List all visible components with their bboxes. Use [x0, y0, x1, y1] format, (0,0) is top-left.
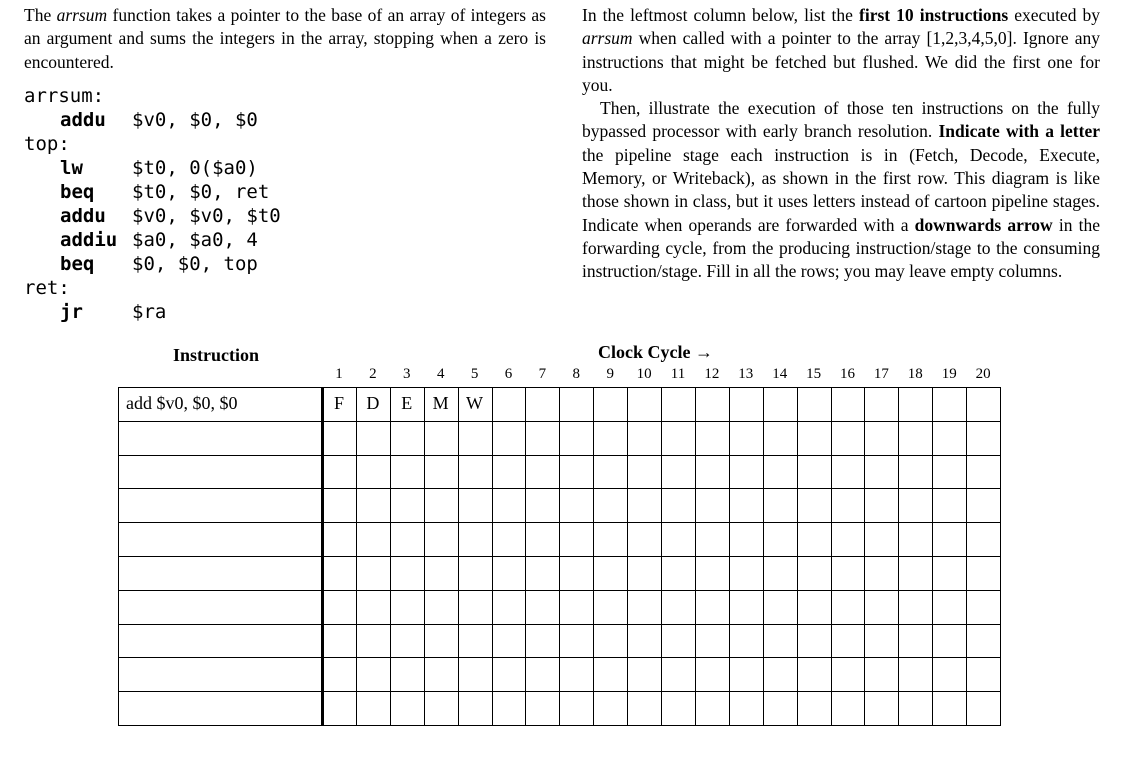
cycle-number: 9	[606, 366, 614, 382]
label-text: arrsum:	[24, 85, 105, 107]
operands: $0, $0, top	[132, 253, 258, 275]
column-divider	[695, 387, 696, 726]
cycle-number: 19	[941, 366, 957, 382]
cycle-number: 4	[436, 366, 445, 382]
opcode: addu	[60, 205, 106, 227]
stage-cell[interactable]: E	[401, 393, 413, 413]
cycle-number: 1	[335, 366, 343, 382]
instructions-p1	[582, 4, 1100, 97]
instructions-paragraph	[582, 4, 1100, 284]
cycle-number: 11	[670, 366, 686, 382]
label-text: top:	[24, 133, 70, 155]
opcode: lw	[60, 157, 83, 179]
column-divider	[492, 387, 493, 726]
opcode: beq	[60, 181, 95, 203]
clock-cycle-header: Clock Cycle →	[598, 342, 713, 362]
column-divider	[864, 387, 865, 726]
column-divider	[797, 387, 798, 726]
p1-text-c: when called with a pointer to the array [1,2,3,4,5,0]. Ignore any instructions that might be fetched but flushed. We did the first one for you.	[582, 28, 1100, 95]
opcode: addiu	[60, 229, 118, 251]
column-divider	[1000, 387, 1001, 726]
cycle-number: 12	[704, 366, 720, 382]
p2-text-b: the pipeline stage each instruction is in (Fetch, Decode, Execute, Memory, or Writeback), as shown in the first row. This diagram is like those shown in class, but it uses letters instead of cartoon pipeline stages. Indicate when operands are forwarded with a	[582, 144, 1100, 235]
stage-cell[interactable]: M	[432, 393, 449, 413]
operands: $t0, $0, ret	[132, 181, 270, 203]
p1-text-b: executed by	[1008, 5, 1101, 25]
column-divider	[898, 387, 899, 726]
operands: $t0, 0($a0)	[132, 157, 258, 179]
column-divider	[525, 387, 526, 726]
cycle-number: 16	[840, 366, 855, 382]
cycle-number: 17	[873, 366, 889, 382]
stage-cell[interactable]: F	[333, 393, 344, 413]
instruction-column-header: Instruction	[173, 345, 260, 365]
column-divider	[390, 387, 391, 726]
cycle-number: 2	[369, 366, 377, 382]
instruction-cell[interactable]: add $v0, $0, $0	[126, 393, 238, 413]
column-divider	[356, 387, 357, 726]
cycle-number: 8	[572, 366, 581, 382]
column-divider	[424, 387, 425, 726]
cycle-number: 5	[470, 366, 479, 382]
stage-cell[interactable]: D	[366, 393, 380, 413]
column-divider	[932, 387, 933, 726]
operands: $v0, $v0, $t0	[132, 205, 281, 227]
p1-function-name: arrsum	[582, 28, 633, 49]
opcode: beq	[60, 253, 95, 275]
cycle-number: 20	[975, 366, 991, 382]
instruction-column-divider	[321, 387, 324, 726]
operands: $v0, $0, $0	[132, 109, 258, 131]
opcode: addu	[60, 109, 106, 131]
p2-text-a: Then, illustrate the execution of those ten instructions on the fully bypassed processor with early branch resolution.	[582, 98, 1100, 142]
cycle-number: 3	[403, 366, 411, 382]
column-divider	[559, 387, 560, 726]
instructions-p2	[582, 97, 1100, 283]
column-divider	[661, 387, 662, 726]
column-divider	[763, 387, 764, 726]
p1-bold: first 10 instructions	[859, 5, 1009, 25]
column-divider	[458, 387, 459, 726]
stage-cell[interactable]: W	[466, 393, 484, 413]
column-divider	[966, 387, 967, 726]
cycle-number: 6	[504, 366, 513, 382]
intro-before: The	[24, 5, 57, 25]
column-divider	[831, 387, 832, 726]
cycle-number: 13	[738, 366, 754, 382]
p1-text-a: In the leftmost column below, list the	[582, 5, 859, 25]
intro-after: function takes a pointer to the base of an array of integers as an argument and sums the integers in the array, stopping when a zero is encountered.	[24, 5, 546, 72]
cycle-number: 14	[772, 366, 788, 382]
label-text: ret:	[24, 277, 70, 299]
operands: $ra	[132, 301, 167, 323]
cycle-number: 10	[636, 366, 652, 382]
function-name: arrsum	[56, 5, 108, 25]
intro-paragraph	[24, 4, 546, 74]
p2-text-c: in the forwarding cycle, from the producing instruction/stage to the consuming instruction/stage. Fill in all the rows; you may leave empty columns.	[582, 214, 1100, 282]
opcode: jr	[60, 301, 83, 323]
cycle-number: 15	[806, 366, 822, 382]
p2-bold-2: downwards arrow	[914, 214, 1053, 235]
column-divider	[593, 387, 594, 726]
cycle-number: 18	[907, 366, 923, 382]
operands: $a0, $a0, 4	[132, 229, 258, 251]
p2-bold-1: Indicate with a letter	[938, 121, 1100, 142]
column-divider	[118, 387, 119, 726]
column-divider	[729, 387, 730, 726]
column-divider	[627, 387, 628, 726]
cycle-number: 7	[538, 366, 547, 382]
